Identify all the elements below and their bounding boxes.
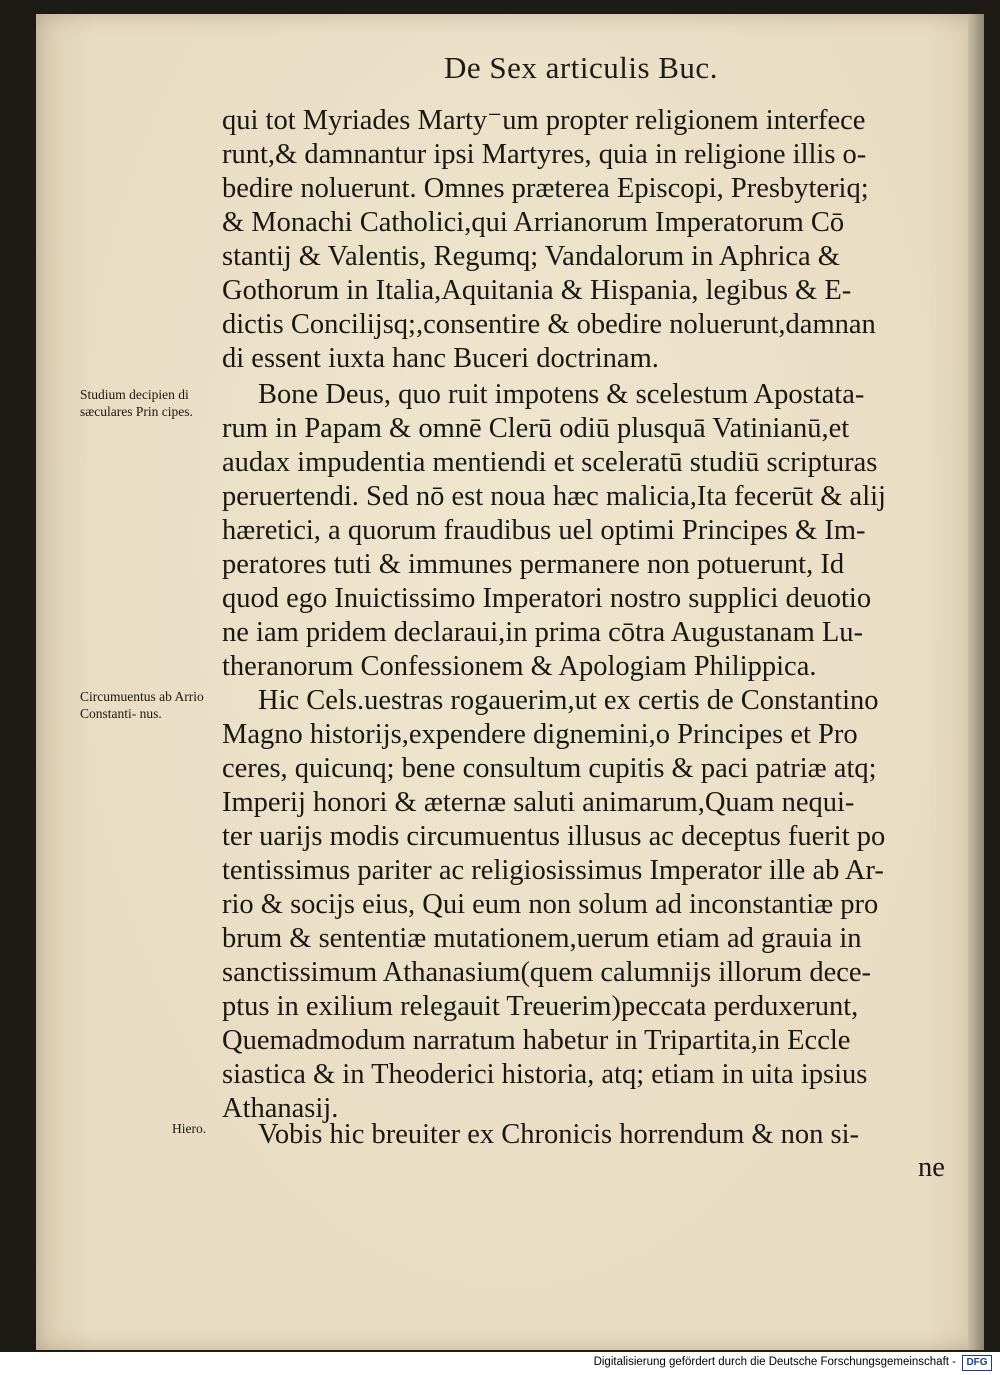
footer-credit: Digitalisierung gefördert durch die Deutsche Forschungsgemeinschaft - <box>593 1356 956 1368</box>
text-line: Vobis hic breuiter ex Chronicis horrendum & non si- <box>258 1119 860 1150</box>
text-line: sanctissimum Athanasium(quem calumnijs illorum dece- <box>222 957 872 988</box>
text-line: tentissimus pariter ac religiosissimus Imperator ille ab Ar- <box>222 855 884 886</box>
running-head: De Sex articulis Buc. <box>444 50 718 85</box>
text-line: ceres, quicunq; bene consultum cupitis & paci patriæ atq; <box>222 753 877 784</box>
text-line: peratores tuti & immunes permanere non potuerunt, Id <box>222 549 845 580</box>
text-line: Quemadmodum narratum habetur in Tripartita,in Eccle <box>222 1025 851 1056</box>
text-line: Hic Cels.uestras rogauerim,ut ex certis de Constantino <box>258 685 879 716</box>
text-line: rio & socijs eius, Qui eum non solum ad inconstantiæ pro <box>222 889 879 920</box>
page-edge <box>968 14 984 1350</box>
text-line: ptus in exilium relegauit Treuerim)peccata perduxerunt, <box>222 991 859 1022</box>
text-line: hæretici, a quorum fraudibus uel optimi Principes & Im- <box>222 515 866 546</box>
marginal-note: Hiero. <box>172 1121 207 1136</box>
text-line: Athanasij. <box>222 1093 339 1124</box>
text-line: audax impudentia mentiendi et sceleratū studiū scripturas <box>222 447 878 478</box>
dfg-logo: DFG <box>962 1355 992 1371</box>
text-line: Gothorum in Italia,Aquitania & Hispania, legibus & E- <box>222 275 852 306</box>
text-line: brum & sententiæ mutationem,uerum etiam ad grauia in <box>222 923 862 954</box>
digitization-footer <box>0 1352 1000 1375</box>
text-line: di essent iuxta hanc Buceri doctrinam. <box>222 343 659 374</box>
text-line: Bone Deus, quo ruit impotens & scelestum Apostata- <box>258 379 865 410</box>
text-line: Imperij honori & æternæ saluti animarum,Quam nequi- <box>222 787 855 818</box>
text-line: theranorum Confessionem & Apologiam Philippica. <box>222 651 817 682</box>
text-line: qui tot Myriades Marty⁻um propter religionem interfece <box>222 105 866 136</box>
marginal-note: Circumuentus ab Arrio Constanti- nus. <box>80 689 204 721</box>
text-line: peruertendi. Sed nō est noua hæc malicia,Ita fecerūt & alij <box>222 481 886 512</box>
text-line: & Monachi Catholici,qui Arrianorum Imperatorum Cō <box>222 207 845 238</box>
text-line: stantij & Valentis, Regumq; Vandalorum in Aphrica & <box>222 241 840 272</box>
text-line: Magno historijs,expendere dignemini,o Principes et Pro <box>222 719 858 750</box>
text-line: dictis Concilijsq;,consentire & obedire noluerunt,damnan <box>222 309 876 340</box>
text-line: quod ego Inuictissimo Imperatori nostro supplici deuotio <box>222 583 872 614</box>
text-line: ter uarijs modis circumuentus illusus ac deceptus fuerit po <box>222 821 886 852</box>
text-line: bedire noluerunt. Omnes præterea Episcopi, Presbyteriq; <box>222 173 869 204</box>
text-line: siastica & in Theoderici historia, atq; etiam in uita ipsius <box>222 1059 868 1090</box>
text-line: runt,& damnantur ipsi Martyres, quia in religione illis o- <box>222 139 867 170</box>
marginal-note: Studium decipien di sæculares Prin cipes. <box>80 387 193 419</box>
text-line: ne iam pridem declaraui,in prima cōtra Augustanam Lu- <box>222 617 864 648</box>
catchword: ne <box>918 1152 945 1183</box>
text-line: rum in Papam & omnē Clerū odiū plusquā Vatinianū,et <box>222 413 850 444</box>
